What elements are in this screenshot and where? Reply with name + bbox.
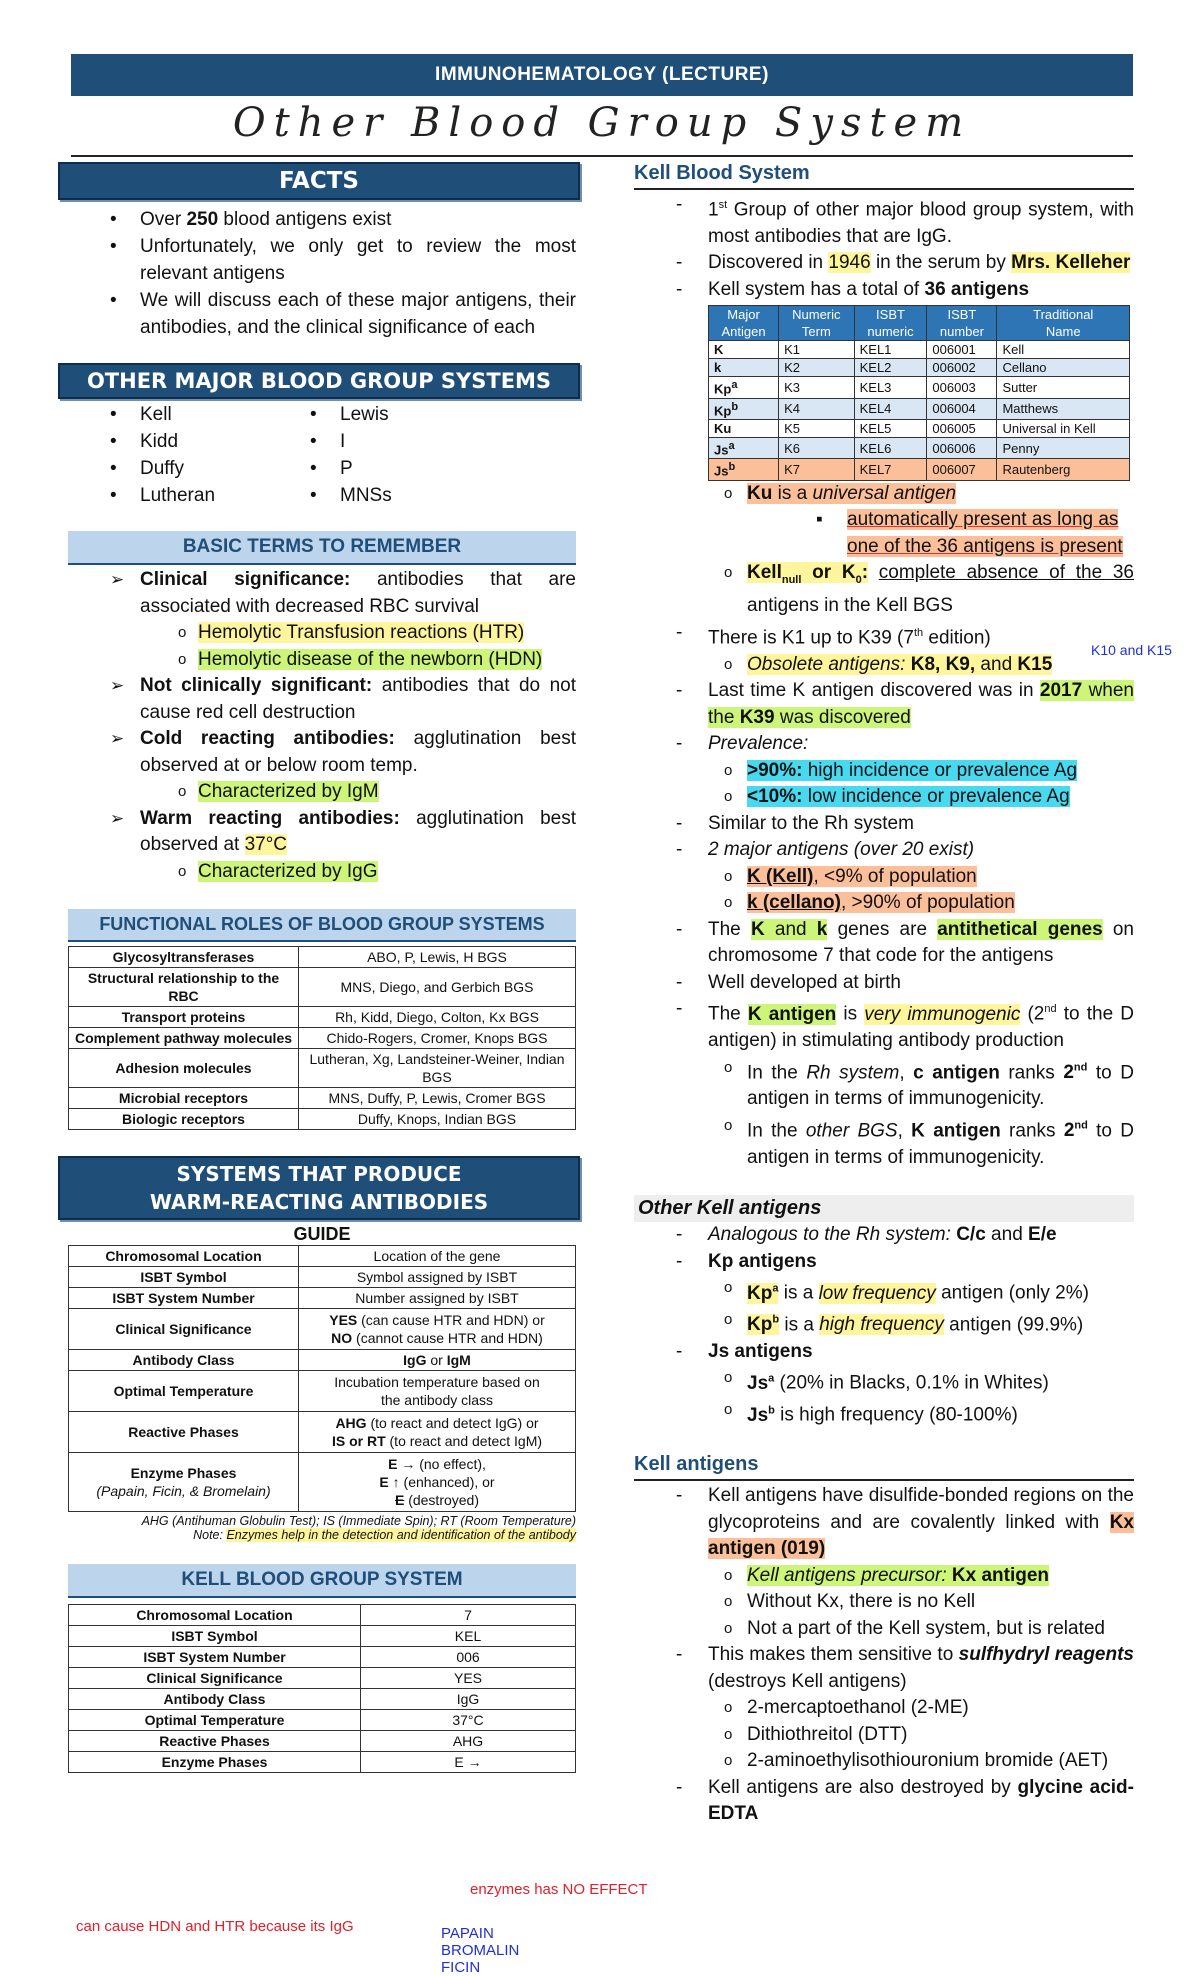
table-row: Kp$^a$ K3 KEL3 006003 Sutter <box>709 377 1130 398</box>
prevalence-low: o <10%: low incidence or prevalence Ag <box>634 784 1134 811</box>
k10-annotation: K10 and K15 <box>1091 642 1172 658</box>
k-kell: o K (Kell), <9% of population <box>634 864 1134 891</box>
basic-terms <box>58 567 576 885</box>
jsa: o Js$^a$ (20% in Blacks, 0.1% in Whites) <box>634 1365 1134 1397</box>
term-sub-igm: Characterized by IgM <box>198 781 379 802</box>
prevalence-high: o >90%: high incidence or prevalence Ag <box>634 758 1134 785</box>
guide-label: GUIDE <box>293 1224 351 1244</box>
term-not-significant: ➢ Not clinically significant: antibodies that do not cause red cell destruction <box>58 673 576 726</box>
kell-antigen-table: Major Antigen Numeric Term ISBT numeric ISBT number Traditional Name K K1 KEL1 006001 Kell k K2 KEL2 006002 Cellano Kp$^a$ K3 KEL3 006003 Sutter Kp$^b$ K4 KEL4 006004 Matthews Ku K5 KEL5 006005 Universal in Kell Js$^a$ K6 KEL6 006006 Penny Js$^b$ K7 KEL7 006007 Rautenberg <box>708 305 1130 480</box>
list-item: • We will discuss each of these major antigens, their antibodies, and the clinical significance of each <box>58 287 576 341</box>
sulfhydryl: - This makes them sensitive to sulfhydryl reagents (destroys Kell antigens) <box>634 1642 1134 1695</box>
title-divider <box>71 155 1133 157</box>
table-row: Ku K5 KEL5 006005 Universal in Kell <box>709 419 1130 437</box>
table-row: Optimal Temperature 37°C <box>69 1710 576 1731</box>
basic-terms-heading: BASIC TERMS TO REMEMBER <box>68 531 576 565</box>
table-row: Enzyme Phases E → <box>69 1752 576 1773</box>
functional-roles-heading: FUNCTIONAL ROLES OF BLOOD GROUP SYSTEMS <box>68 909 576 942</box>
ku-sub: ▪ automatically present as long as one of the 36 antigens is present <box>634 507 1134 560</box>
page-title: Other Blood Group System <box>232 100 972 146</box>
ku-universal: o Ku is a universal antigen <box>634 481 1134 508</box>
other-bgs-ranking: o In the other BGS, K antigen ranks 2nd to D antigen in terms of immunogenicity. <box>634 1113 1134 1171</box>
well-developed: - Well developed at birth <box>634 970 1134 997</box>
list-item: • Unfortunately, we only get to review the most relevant antigens <box>58 233 576 287</box>
without-kx: o Without Kx, there is no Kell <box>634 1589 1134 1616</box>
reagent-2me: o 2-mercaptoethanol (2-ME) <box>634 1695 1134 1722</box>
kell-bgs-heading: KELL BLOOD GROUP SYSTEM <box>68 1564 576 1598</box>
table-row: Biologic receptors Duffy, Knops, Indian BGS <box>69 1109 576 1130</box>
table-row: K K1 KEL1 006001 Kell <box>709 341 1130 359</box>
k-cellano: o k (cellano), >90% of population <box>634 890 1134 917</box>
table-row: Antibody Class IgG <box>69 1689 576 1710</box>
hdn-annotation: can cause HDN and HTR because its IgG <box>76 1918 354 1935</box>
kell-system-heading: Kell Blood System <box>634 162 1134 190</box>
kell-antigens-heading: Kell antigens <box>634 1453 1134 1481</box>
table-row: Glycosyltransferases ABO, P, Lewis, H BGS <box>69 947 576 968</box>
major-systems-list <box>58 401 583 509</box>
list-item: • Duffy <box>58 455 288 482</box>
table-row: ISBT Symbol KEL <box>69 1626 576 1647</box>
table-row: Js$^a$ K6 KEL6 006006 Penny <box>709 437 1130 458</box>
facts-list <box>58 206 576 341</box>
immunogenic: - The K antigen is very immunogenic (2nd to the D antigen) in stimulating antibody production <box>634 996 1134 1054</box>
table-row: k K2 KEL2 006002 Cellano <box>709 359 1130 377</box>
table-row: Chromosomal Location 7 <box>69 1605 576 1626</box>
similar-rh: - Similar to the Rh system <box>634 811 1134 838</box>
kell-p3: - Kell system has a total of 36 antigens <box>634 277 1134 304</box>
table-row: Complement pathway molecules Chido-Rogers, Cromer, Knops BGS <box>69 1028 576 1049</box>
page-banner: IMMUNOHEMATOLOGY (LECTURE) <box>71 54 1133 96</box>
enzyme-note: Note: Enzymes help in the detection and identification of the antibody <box>193 1528 576 1542</box>
functional-roles-table <box>68 946 576 1130</box>
glycine-edta: - Kell antigens are also destroyed by glycine acid-EDTA <box>634 1775 1134 1828</box>
table-row: Js$^b$ K7 KEL7 006007 Rautenberg <box>709 459 1130 480</box>
term-sub-hdn: Hemolytic disease of the newborn (HDN) <box>198 648 543 670</box>
prevalence-label: - Prevalence: <box>634 731 1134 758</box>
enzymes-annotation: enzymes has NO EFFECT <box>470 1881 648 1898</box>
other-kell-heading: Other Kell antigens <box>634 1195 1134 1222</box>
list-item: • Lutheran <box>58 482 288 509</box>
kell-p2: - Discovered in 1946 in the serum by Mrs. Kelleher <box>634 250 1134 277</box>
kpa: o Kp$^a$ is a low frequency antigen (only 2%) <box>634 1275 1134 1307</box>
table-row: Clinical Significance YES <box>69 1668 576 1689</box>
list-item: • I <box>258 428 488 455</box>
table-row: Adhesion molecules Lutheran, Xg, Landsteiner-Weiner, Indian BGS <box>69 1049 576 1088</box>
list-item: • MNSs <box>258 482 488 509</box>
term-warm: ➢ Warm reacting antibodies: agglutination best observed at 37°C <box>58 806 576 859</box>
reagent-aet: o 2-aminoethylisothiouronium bromide (AET) <box>634 1748 1134 1775</box>
not-part: o Not a part of the Kell system, but is related <box>634 1616 1134 1643</box>
table-row: Kp$^b$ K4 KEL4 006004 Matthews <box>709 398 1130 419</box>
right-column <box>634 162 1134 1828</box>
kell-bgs-table <box>68 1604 576 1773</box>
jsb: o Js$^b$ is high frequency (80-100%) <box>634 1397 1134 1429</box>
guide-table: Chromosomal Location Location of the gene ISBT Symbol Symbol assigned by ISBT ISBT System Number Number assigned by ISBT Clinical Significance YES (can cause HTR and HDN) or NO (cannot cause HTR and HDN) Antibody Class IgG or IgM Optimal Temperature Incubation temperature based on the antibody class Reactive Phases AHG (to react and detect IgG) or IS or RT (to react and detect IgM) Enzyme Phases (Papain, Ficin, & Bromelain) E → (no effect), E ↑ (enhanced), or E (destroyed) <box>68 1245 576 1512</box>
list-item: • Kell <box>58 401 288 428</box>
term-sub-htr: Hemolytic Transfusion reactions (HTR) <box>198 622 525 643</box>
enzymes-list-annotation: PAPAIN BROMALIN FICIN <box>441 1925 520 1976</box>
rh-ranking: o In the Rh system, c antigen ranks 2nd to D antigen in terms of immunogenicity. <box>634 1055 1134 1113</box>
kell-p1: - 1st Group of other major blood group system, with most antibodies that are IgG. <box>634 192 1134 250</box>
js-antigens: - Js antigens <box>634 1339 1134 1366</box>
kx-precursor: o Kell antigens precursor: Kx antigen <box>634 1563 1134 1590</box>
list-item: • Kidd <box>58 428 288 455</box>
left-column <box>58 162 583 1773</box>
reagent-dtt: o Dithiothreitol (DTT) <box>634 1722 1134 1749</box>
table-row: Structural relationship to the RBC MNS, Diego, and Gerbich BGS <box>69 968 576 1007</box>
two-major-antigens: - 2 major antigens (over 20 exist) <box>634 837 1134 864</box>
antithetical-genes: - The K and k genes are antithetical genes on chromosome 7 that code for the antigens <box>634 917 1134 970</box>
list-item: • P <box>258 455 488 482</box>
kell-null: o Kell$_{null}$ or $K_0$: complete absence of the 36 antigens in the Kell BGS <box>634 560 1134 620</box>
term-cold: ➢ Cold reacting antibodies: agglutination best observed at or below room temp. <box>58 726 576 779</box>
analogous: - Analogous to the Rh system: C/c and E/e <box>634 1222 1134 1249</box>
table-row: ISBT System Number 006 <box>69 1647 576 1668</box>
last-discovered: - Last time K antigen discovered was in 2017 when the K39 was discovered <box>634 678 1134 731</box>
term-sub-igg: Characterized by IgG <box>198 860 378 882</box>
table-row: Transport proteins Rh, Kidd, Diego, Colton, Kx BGS <box>69 1007 576 1028</box>
abbrev-note: AHG (Antihuman Globulin Test); IS (Immediate Spin); RT (Room Temperature) <box>141 1514 576 1528</box>
disulfide-note: - Kell antigens have disulfide-bonded regions on the glycoproteins and are covalently linked with Kx antigen (019) <box>634 1483 1134 1563</box>
kpb: o Kp$^b$ is a high frequency antigen (99.9%) <box>634 1307 1134 1339</box>
table-row: Microbial receptors MNS, Duffy, P, Lewis, Cromer BGS <box>69 1088 576 1109</box>
warm-systems-heading: SYSTEMS THAT PRODUCE WARM-REACTING ANTIBODIES <box>58 1156 580 1220</box>
k39-note: - There is K1 up to K39 (7th edition) <box>634 620 1134 652</box>
major-systems-heading: OTHER MAJOR BLOOD GROUP SYSTEMS <box>58 363 580 399</box>
obsolete-antigens: o Obsolete antigens: K8, K9, and K15 <box>634 652 1134 679</box>
facts-heading: FACTS <box>58 162 580 200</box>
table-row: Reactive Phases AHG <box>69 1731 576 1752</box>
kp-antigens: - Kp antigens <box>634 1249 1134 1276</box>
term-clinical: ➢ Clinical significance: antibodies that are associated with decreased RBC survival <box>58 567 576 620</box>
list-item: • Lewis <box>258 401 488 428</box>
list-item: • Over 250 blood antigens exist <box>58 206 576 233</box>
